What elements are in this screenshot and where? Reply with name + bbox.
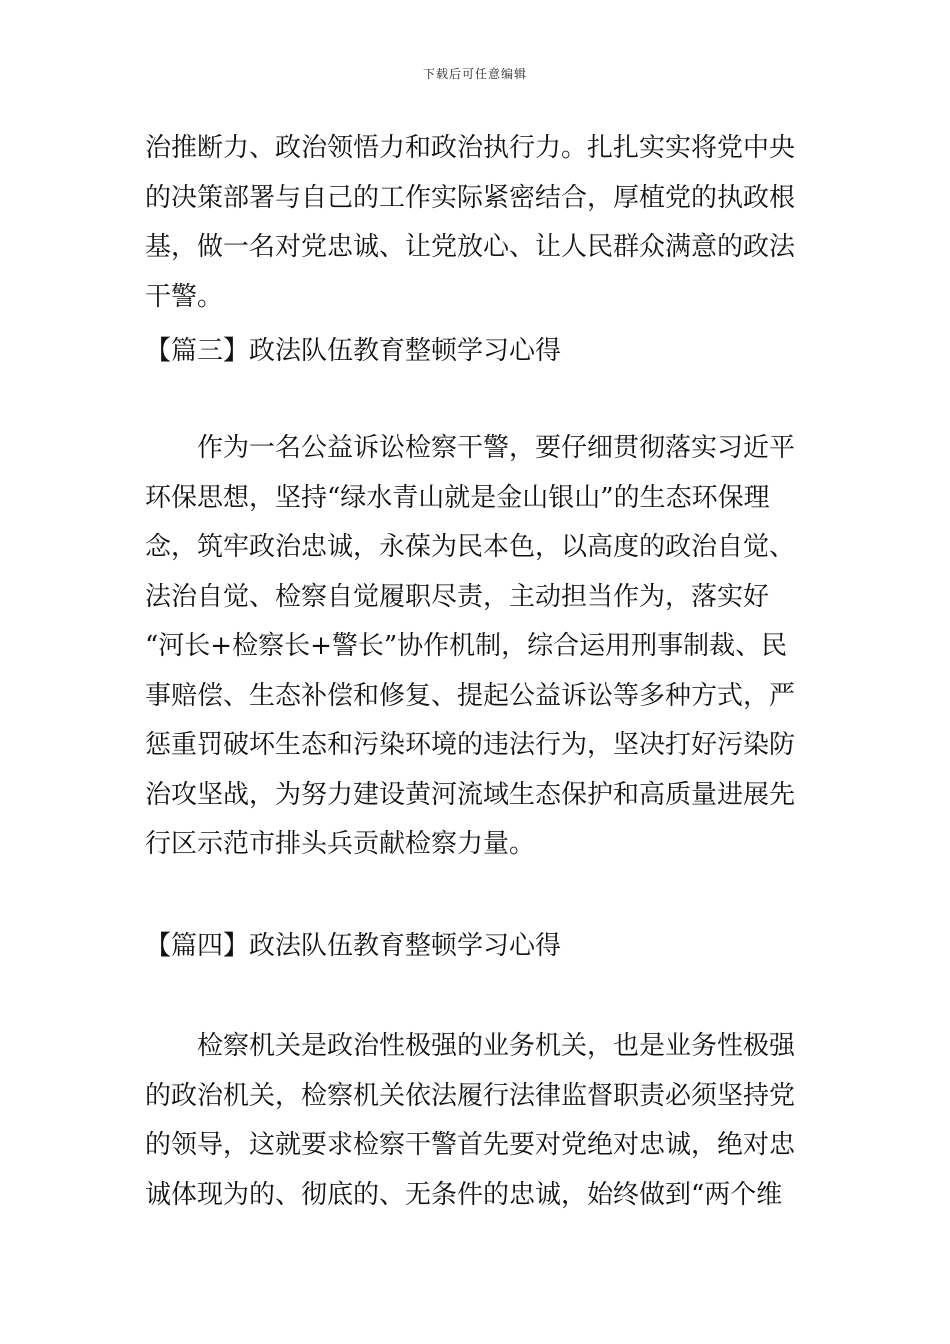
text-line: “河长+检察长+警长”协作机制，综合运用刑事制裁、民 bbox=[145, 631, 788, 661]
text-line: 基，做一名对党忠诚、让党放心、让人民群众满意的政法 bbox=[145, 232, 796, 262]
text-line: 诚体现为的、彻底的、无条件的忠诚，始终做到“两个维 bbox=[145, 1179, 783, 1210]
text-line: 法治自觉、检察自觉履职尽责，主动担当作为，落实好 bbox=[145, 581, 770, 612]
text-line: 的领导，这就要求检察干警首先要对党绝对忠诚，绝对忠 bbox=[145, 1130, 796, 1160]
intro-paragraph bbox=[145, 124, 807, 322]
text-line: 事赔偿、生态补偿和修复、提起公益诉讼等多种方式，严 bbox=[145, 680, 796, 711]
section-three-heading: 【篇三】政法队伍教育整顿学习心得 bbox=[145, 336, 562, 366]
header-note: 下载后可任意编辑 bbox=[422, 67, 527, 81]
text-line: 环保思想，坚持“绿水青山就是金山银山”的生态环保理 bbox=[145, 482, 770, 513]
text-line: 检察机关是政治性极强的业务机关，也是业务性极强 bbox=[145, 1031, 796, 1061]
section-four-paragraph bbox=[145, 1022, 807, 1220]
section-four-heading: 【篇四】政法队伍教育整顿学习心得 bbox=[145, 931, 562, 961]
text-line: 的政治机关，检察机关依法履行法律监督职责必须坚持党 bbox=[145, 1080, 796, 1111]
text-line: 念，筑牢政治忠诚，永葆为民本色，以高度的政治自觉、 bbox=[145, 532, 796, 562]
text-line: 行区示范市排头兵贡献检察力量。 bbox=[145, 829, 536, 859]
text-line: 作为一名公益诉讼检察干警，要仔细贯彻落实习近平 bbox=[145, 433, 796, 463]
text-line: 干警。 bbox=[145, 281, 224, 312]
text-line: 治攻坚战，为努力建设黄河流域生态保护和高质量进展先 bbox=[145, 779, 796, 810]
section-three-paragraph bbox=[145, 424, 807, 870]
text-line: 的决策部署与自己的工作实际紧密结合，厚植党的执政根 bbox=[145, 182, 796, 213]
text-line: 惩重罚破坏生态和污染环境的违法行为，坚决打好污染防 bbox=[145, 730, 796, 760]
text-line: 治推断力、政治领悟力和政治执行力。扎扎实实将党中央 bbox=[145, 133, 796, 163]
